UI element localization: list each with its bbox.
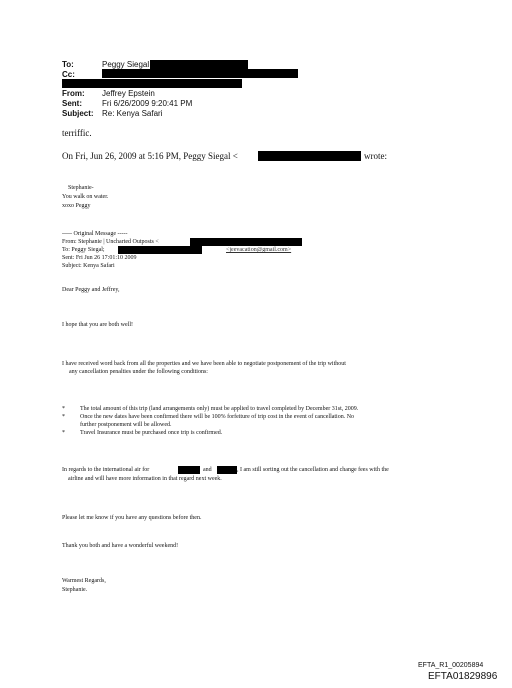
bullet-mark-1: * bbox=[62, 406, 65, 412]
redaction-to-email bbox=[118, 246, 202, 254]
peggy-line-3: xoxo Peggy bbox=[62, 203, 91, 209]
bullet-1: The total amount of this trip (land arrangements only) must be applied to travel completed by December 31st, 2009. bbox=[80, 406, 359, 412]
from-label: From: bbox=[62, 89, 85, 98]
original-sent: Sent: Fri Jun 26 17:01:10 2009 bbox=[62, 255, 137, 261]
air-part-2: , I am still sorting out the cancellation and change fees with the bbox=[237, 467, 389, 473]
original-divider: ----- Original Message ----- bbox=[62, 231, 128, 237]
jeevacation-email-link[interactable]: <jeevacation@gmail.com> bbox=[226, 247, 292, 253]
redaction-name-1 bbox=[178, 466, 200, 474]
original-subject: Subject: Kenya Safari bbox=[62, 263, 115, 269]
para1-line-2: any cancellation penalties under the following conditions: bbox=[69, 369, 208, 375]
redaction-peggy-email bbox=[258, 151, 361, 161]
original-from: From: Stephanie | Uncharted Outposts < bbox=[62, 239, 159, 245]
subject-value: Re: Kenya Safari bbox=[102, 109, 163, 118]
sent-label: Sent: bbox=[62, 99, 82, 108]
from-value: Jeffrey Epstein bbox=[102, 89, 155, 98]
reply-text: terriffic. bbox=[62, 128, 92, 138]
bullet-mark-3: * bbox=[62, 430, 65, 436]
bullet-2-line-1: Once the new dates have been confirmed there will be 100% forfeiture of trip cost in the event of cancellation. No bbox=[80, 414, 355, 420]
air-line-2: airline and will have more information in that regard next week. bbox=[68, 476, 222, 482]
cc-label: Cc: bbox=[62, 70, 75, 79]
letter-hope: I hope that you are both well! bbox=[62, 322, 133, 328]
sent-row bbox=[62, 99, 192, 109]
bullet-mark-2: * bbox=[62, 414, 65, 420]
letter-questions: Please let me know if you have any questions before then. bbox=[62, 515, 202, 521]
quote-wrote: wrote: bbox=[364, 151, 387, 161]
to-value: Peggy Siegal bbox=[102, 60, 150, 69]
letter-greeting: Dear Peggy and Jeffrey, bbox=[62, 287, 120, 293]
bates-id-2: EFTA01829896 bbox=[428, 671, 498, 682]
letter-closing: Warmest Regards, bbox=[62, 578, 106, 584]
to-label: To: bbox=[62, 60, 74, 69]
redaction-stephanie-email bbox=[190, 238, 302, 246]
redaction-to bbox=[150, 60, 248, 69]
peggy-line-1: Stephanie- bbox=[68, 185, 94, 191]
letter-signature: Stephanie. bbox=[62, 587, 88, 593]
redaction-cc-1 bbox=[102, 69, 298, 78]
bates-id-1: EFTA_R1_00205894 bbox=[418, 662, 484, 669]
bullet-2-line-2: further postponement will be allowed. bbox=[80, 422, 172, 428]
bullet-3: Travel Insurance must be purchased once trip is confirmed. bbox=[80, 430, 223, 436]
redaction-name-2 bbox=[217, 466, 237, 474]
letter-thanks: Thank you both and have a wonderful weekend! bbox=[62, 543, 179, 549]
sent-value: Fri 6/26/2009 9:20:41 PM bbox=[102, 99, 193, 108]
peggy-line-2: You walk on water. bbox=[62, 194, 109, 200]
para1-line-1: I have received word back from all the properties and we have been able to negotiate postponement of the trip without bbox=[62, 361, 346, 367]
from-row bbox=[62, 89, 155, 99]
quote-intro: On Fri, Jun 26, 2009 at 5:16 PM, Peggy Siegal < bbox=[62, 151, 238, 161]
air-and: and bbox=[203, 467, 212, 473]
subject-row bbox=[62, 109, 162, 119]
air-part-1: In regards to the international air for bbox=[62, 467, 150, 473]
subject-label: Subject: bbox=[62, 109, 94, 118]
original-to: To: Peggy Siegal; bbox=[62, 247, 105, 253]
redaction-cc-2 bbox=[62, 79, 242, 88]
